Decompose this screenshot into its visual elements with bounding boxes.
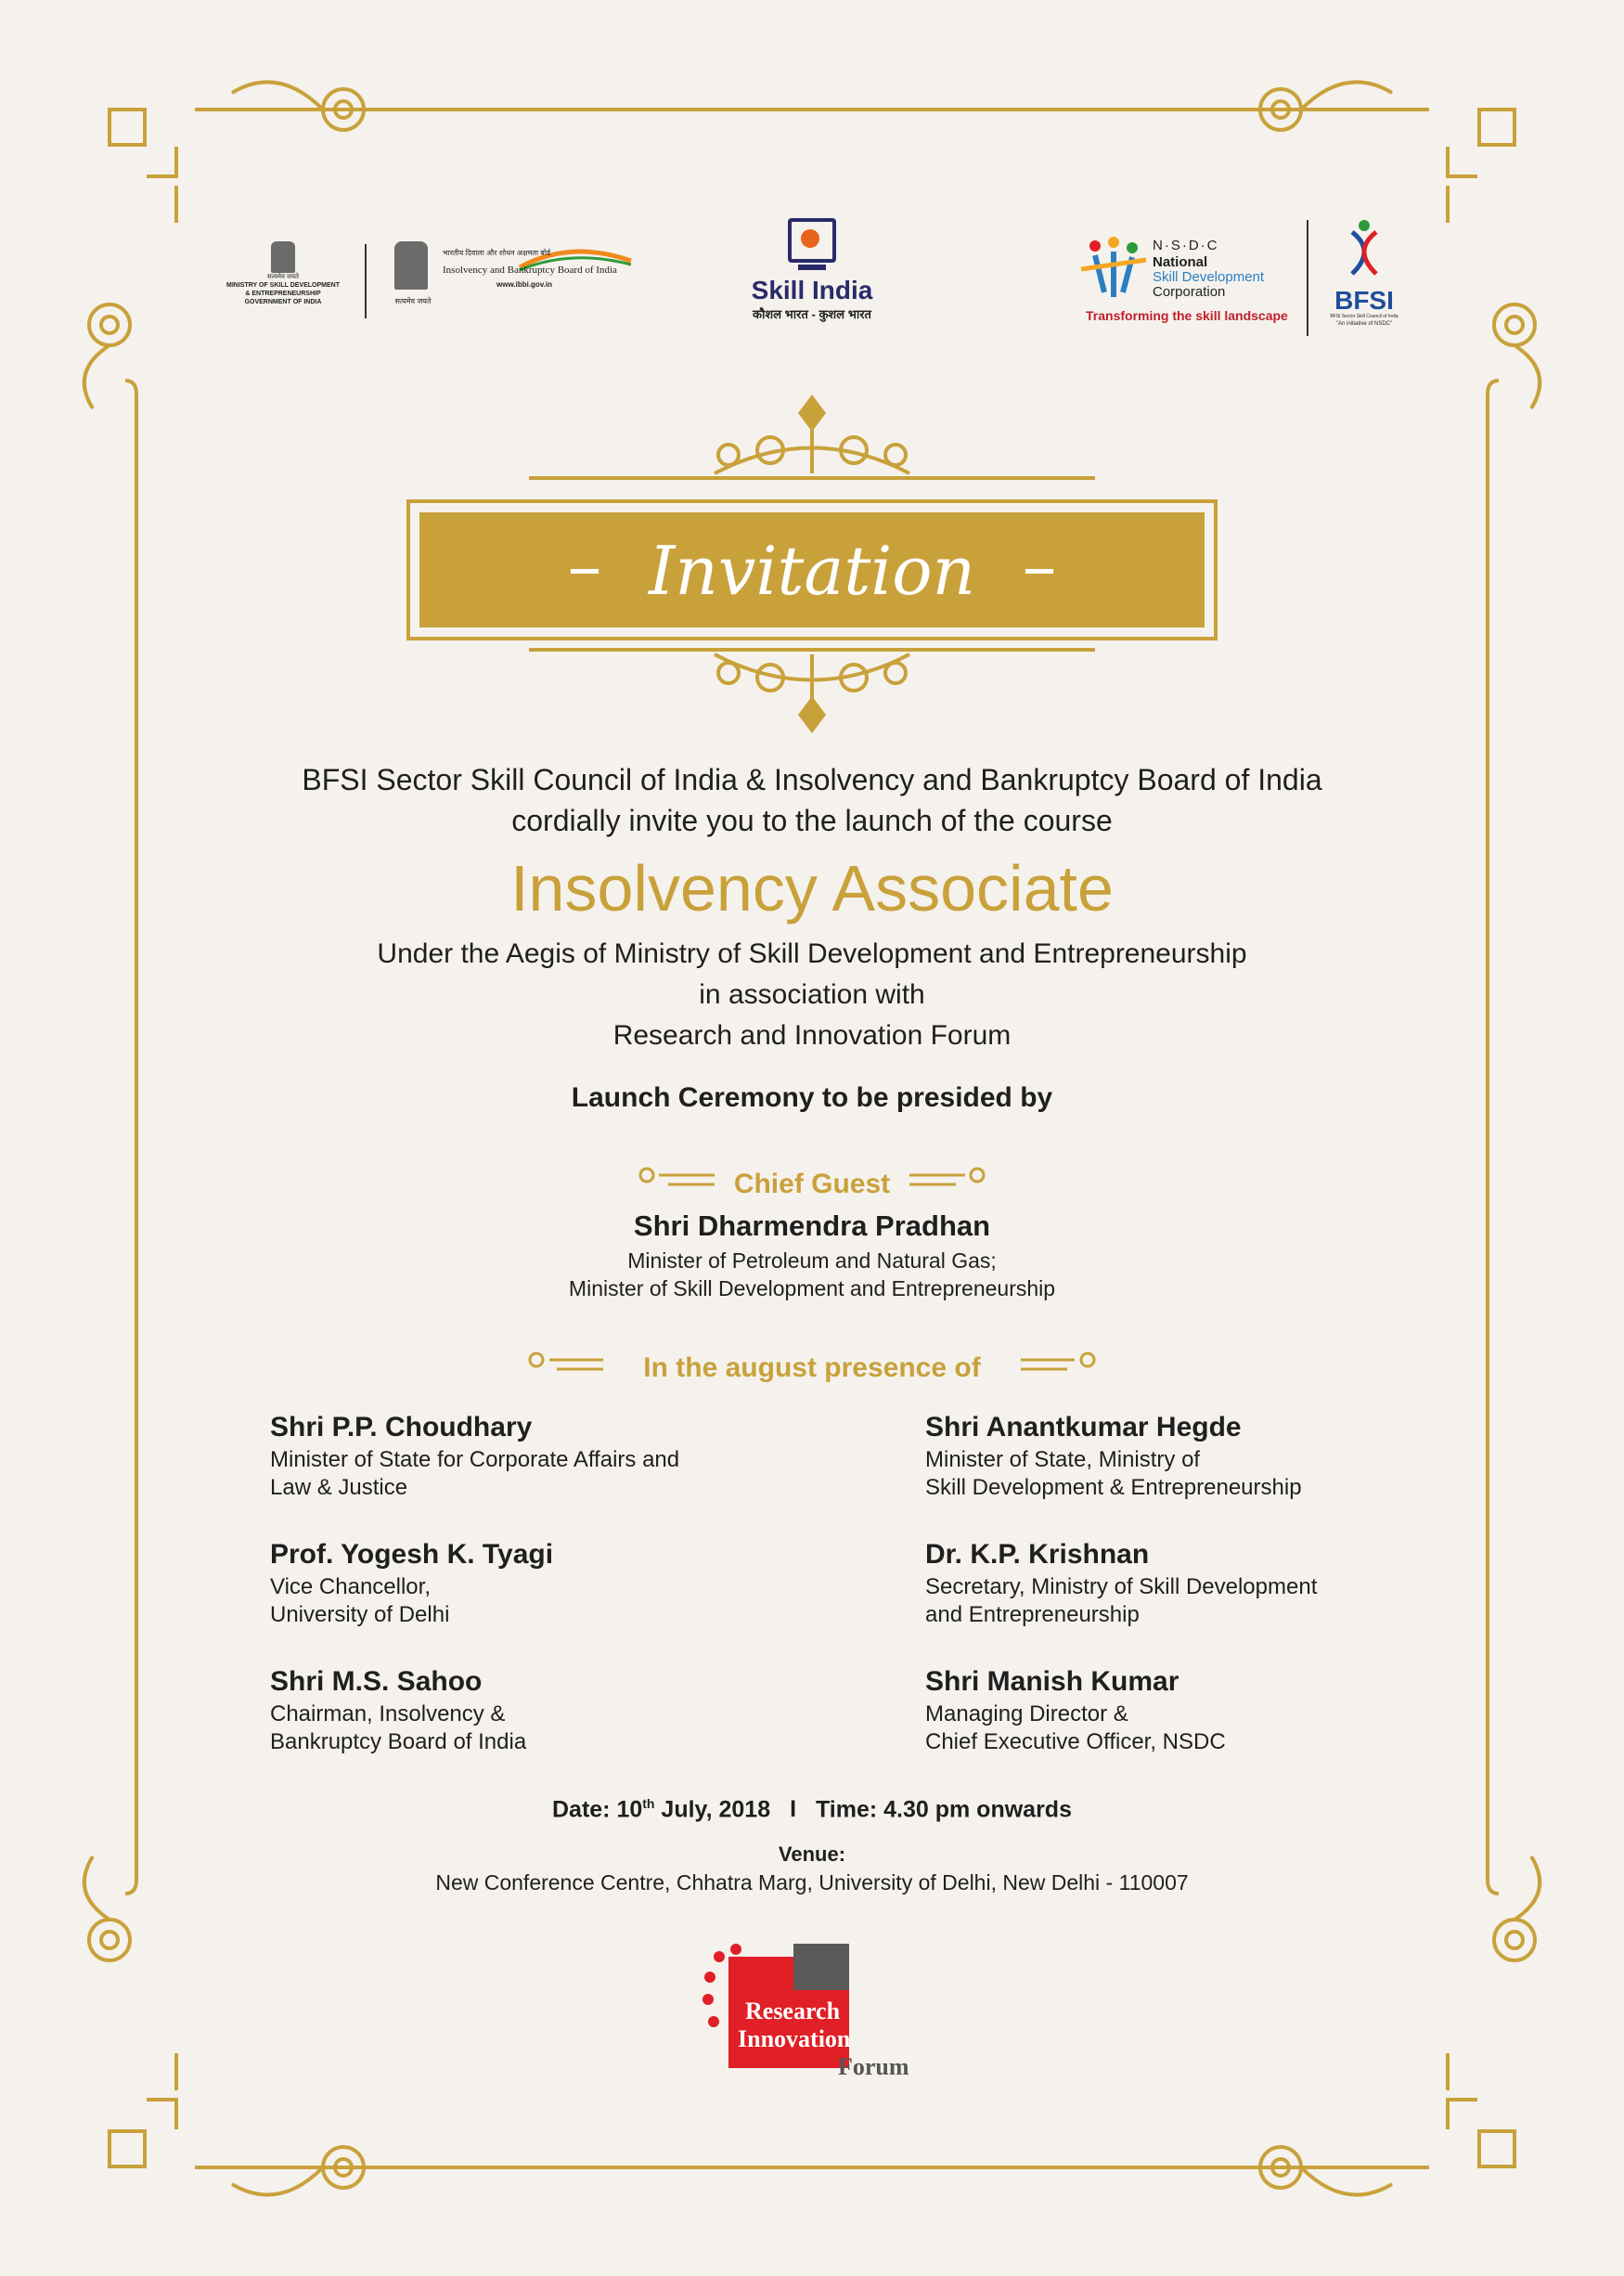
- dignitary-role: and Entrepreneurship: [925, 1602, 1140, 1627]
- aegis-line3: Research and Innovation Forum: [612, 1020, 1012, 1051]
- dignitary-role: Vice Chancellor,: [270, 1574, 431, 1599]
- dignitary: [925, 1663, 1482, 1791]
- aegis-line1: Under the Aegis of Ministry of Skill Development and Entrepreneurship: [377, 938, 1247, 969]
- aegis-text: [0, 934, 1624, 1056]
- chief-guest-role1: Minister of Petroleum and Natural Gas;: [627, 1248, 997, 1273]
- rif-line2: Innovation: [738, 2025, 851, 2052]
- dignitary: [270, 1663, 827, 1791]
- dignitary-role: Chairman, Insolvency &: [270, 1701, 506, 1726]
- banner-dash-right: [1025, 569, 1053, 574]
- chief-guest-label: Chief Guest: [733, 1169, 891, 1199]
- presence-label: In the august presence of: [643, 1352, 981, 1383]
- dignitary-role: Managing Director &: [925, 1701, 1128, 1726]
- dignitary: [925, 1536, 1482, 1663]
- nsdc-line1: National: [1153, 254, 1208, 270]
- dignitary-name: Dr. K.P. Krishnan: [925, 1539, 1150, 1570]
- ibbi-hindi-name: भारतीय दिवाला और शोधन अक्षमता बोर्ड: [443, 249, 551, 257]
- banner-dash-left: [571, 569, 599, 574]
- bfsi-line1: BFSI Sector Skill Council of India: [1330, 314, 1398, 319]
- intro-text: [0, 759, 1624, 841]
- dignitaries-left-column: [270, 1409, 827, 1791]
- dignitary-role: Chief Executive Officer, NSDC: [925, 1729, 1226, 1754]
- ibbi-url: www.ibbi.gov.in: [496, 280, 552, 289]
- intro-line1: BFSI Sector Skill Council of India & Insolvency and Bankruptcy Board of India: [302, 763, 1322, 796]
- bfsi-name: BFSI: [1334, 286, 1394, 315]
- dignitary-role: Skill Development & Entrepreneurship: [925, 1475, 1302, 1500]
- ministry-line3: GOVERNMENT OF INDIA: [244, 299, 322, 305]
- dignitary: [270, 1536, 827, 1663]
- rif-grey-block: [793, 1944, 849, 1990]
- intro-line2: cordially invite you to the launch of the course: [511, 804, 1113, 837]
- dignitary-role: Bankruptcy Board of India: [270, 1729, 527, 1754]
- emblem-icon: [394, 241, 428, 290]
- emblem-icon: [271, 241, 295, 273]
- ministry-motto: सत्यमेव जयते: [266, 274, 300, 280]
- bfsi-line2: "An initiative of NSDC": [1335, 321, 1393, 327]
- skill-india-icon: [788, 218, 836, 263]
- ibbi-logo: [385, 237, 664, 330]
- ceremony-heading: Launch Ceremony to be presided by: [571, 1082, 1053, 1113]
- logo-divider: [1307, 220, 1308, 336]
- chief-guest-name: Shri Dharmendra Pradhan: [633, 1209, 991, 1242]
- dignitary-role: Minister of State for Corporate Affairs and: [270, 1447, 680, 1472]
- chief-guest-role2: Minister of Skill Development and Entrepreneurship: [568, 1276, 1056, 1300]
- dignitary-role: Secretary, Ministry of Skill Development: [925, 1574, 1318, 1599]
- dignitaries-right-column: [925, 1409, 1482, 1791]
- dignitary: [270, 1409, 827, 1536]
- logo-row: [0, 209, 1624, 348]
- nsdc-tagline: Transforming the skill landscape: [1086, 308, 1288, 323]
- dignitary-role: Minister of State, Ministry of: [925, 1447, 1201, 1472]
- dignitary-role: Law & Justice: [270, 1475, 408, 1500]
- skill-india-logo: [733, 218, 891, 339]
- skill-india-tagline: कौशल भारत - कुशल भारत: [753, 307, 871, 321]
- bfsi-logo: [1318, 218, 1411, 339]
- venue-address: New Conference Centre, Chhatra Marg, University of Delhi, New Delhi - 110007: [435, 1870, 1189, 1895]
- event-date-rest: July, 2018: [654, 1796, 771, 1823]
- ministry-line2: & ENTREPRENEURSHIP: [245, 291, 321, 297]
- dignitary-role: University of Delhi: [270, 1602, 450, 1627]
- ministry-line1: MINISTRY OF SKILL DEVELOPMENT: [226, 282, 340, 289]
- rif-logo: [701, 1938, 933, 2101]
- dignitary-name: Shri Anantkumar Hegde: [925, 1412, 1242, 1442]
- dignitary-name: Shri Manish Kumar: [925, 1666, 1179, 1697]
- event-separator: I: [790, 1796, 797, 1823]
- skill-india-name: Skill India: [751, 276, 873, 304]
- invitation-title: Invitation: [648, 532, 976, 610]
- chief-guest-roles: [0, 1247, 1624, 1302]
- nsdc-logo: [1076, 232, 1299, 334]
- invitation-banner: [0, 520, 1624, 622]
- aegis-line2: in association with: [699, 979, 925, 1010]
- bfsi-dna-icon: [1341, 218, 1387, 283]
- event-date-suffix: th: [642, 1796, 655, 1811]
- logo-divider: [365, 244, 367, 318]
- dignitary: [925, 1409, 1482, 1536]
- event-date: Date: 10: [552, 1796, 643, 1823]
- nsdc-line3: Corporation: [1153, 284, 1226, 300]
- date-time-line: [0, 1796, 1624, 1823]
- ibbi-motto: सत्यमेव जयते: [394, 297, 432, 305]
- rif-line1: Research: [745, 1998, 841, 2024]
- venue-label: Venue:: [778, 1843, 846, 1866]
- ibbi-name: Insolvency and Bankruptcy Board of India: [443, 265, 617, 276]
- event-time: Time: 4.30 pm onwards: [815, 1796, 1072, 1823]
- nsdc-people-icon: [1076, 237, 1151, 302]
- dignitary-name: Shri P.P. Choudhary: [270, 1412, 533, 1442]
- rif-line3: Forum: [838, 2053, 909, 2080]
- dignitary-name: Shri M.S. Sahoo: [270, 1666, 483, 1697]
- nsdc-acronym: N·S·D·C: [1153, 238, 1219, 253]
- ministry-logo: [213, 241, 353, 306]
- nsdc-line2: Skill Development: [1153, 269, 1265, 285]
- dignitary-name: Prof. Yogesh K. Tyagi: [270, 1539, 554, 1570]
- course-title: Insolvency Associate: [510, 852, 1114, 925]
